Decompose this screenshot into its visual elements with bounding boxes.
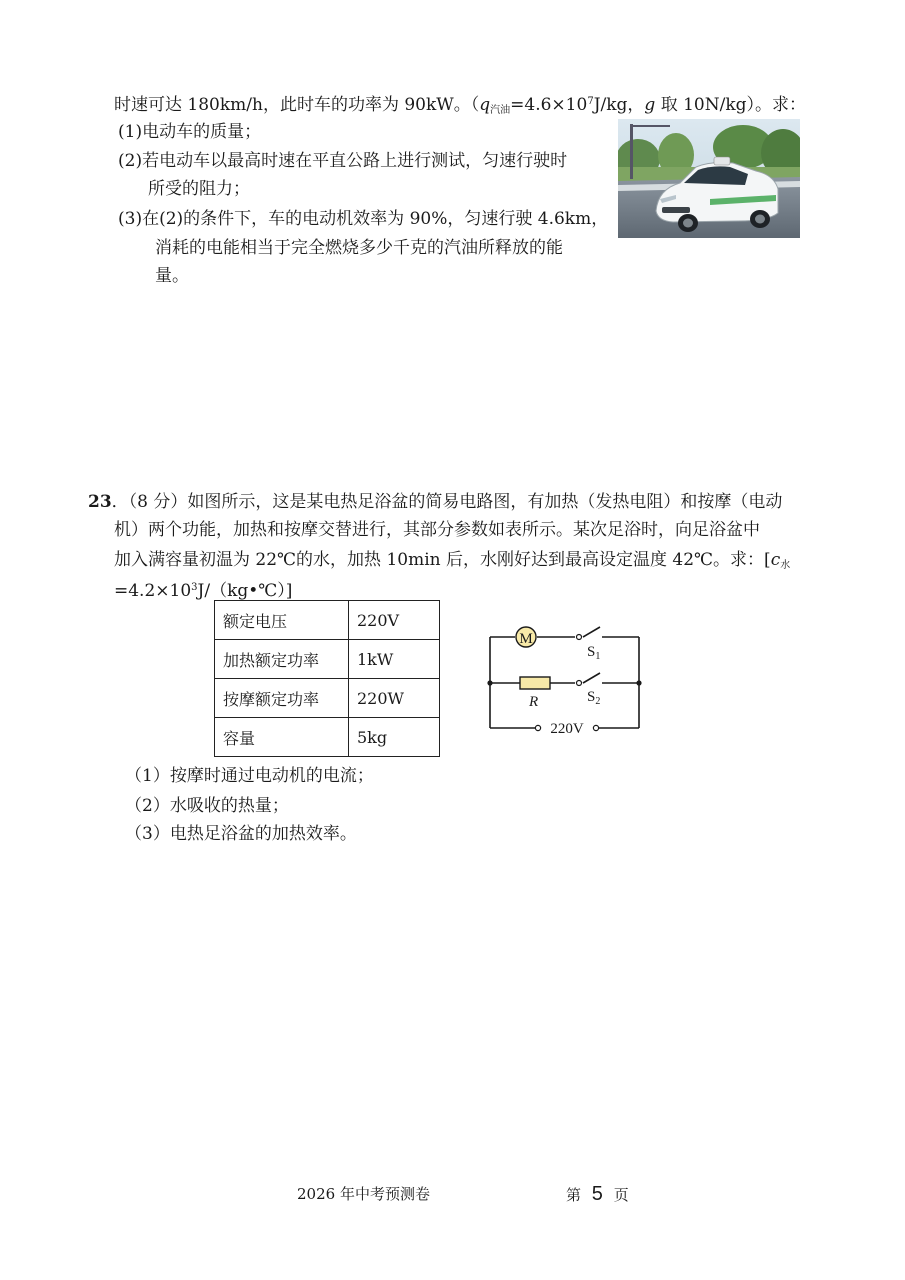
q22-item-1: (1)电动车的质量；: [118, 122, 262, 142]
q22-continuation-line: 时速可达 180km/h，此时车的功率为 90kW。（$q_{汽油}=4.6\times 10^7J/kg$，g 取 10N/kg）。求：: [114, 95, 807, 116]
table-row: [215, 679, 440, 718]
table-row: [215, 718, 440, 757]
table-cell: 5kg: [349, 718, 440, 757]
q22-item-3-cont: 消耗的电能相当于完全燃烧多少千克的汽油所释放的能: [155, 238, 563, 258]
question-number: 23: [88, 492, 112, 512]
parameter-table: [214, 600, 440, 757]
table-cell: 220W: [349, 679, 440, 718]
table-cell: 额定电压: [215, 601, 349, 640]
switch-s2-label: $S_2$: [587, 689, 601, 707]
voltage-label: 220V: [550, 721, 584, 737]
table-cell: 1kW: [349, 640, 440, 679]
terminal-left: [535, 725, 540, 730]
table-cell: 按摩额定功率: [215, 679, 349, 718]
q22-item-3-cont2: 量。: [155, 266, 189, 286]
resistor-symbol: [520, 677, 550, 689]
q23-sub-2: （2）水吸收的热量；: [125, 796, 289, 816]
q23-line-3: 加入满容量初温为 22℃的水，加热 10min 后，水刚好达到最高设定温度 42℃。求：[$c_水$: [114, 550, 791, 571]
electric-car-photo: [618, 119, 800, 238]
table-row: [215, 601, 440, 640]
table-row: [215, 640, 440, 679]
q23-line-2: 机）两个功能，加热和按摩交替进行，其部分参数如表所示。某次足浴时，向足浴盆中: [114, 520, 760, 540]
q22-item-2-cont: 所受的阻力；: [148, 179, 250, 199]
q23-line-4: $=4.2\times 10^3J/(kg•℃)$]: [114, 581, 293, 601]
q22-item-3: (3)在(2)的条件下，车的电动机效率为 90%，匀速行驶 4.6km，: [118, 209, 609, 229]
table-cell: 220V: [349, 601, 440, 640]
q23-sub-1: （1）按摩时通过电动机的电流；: [125, 766, 374, 786]
q23-line-1: 23．（8 分）如图所示，这是某电热足浴盆的简易电路图，有加热（发热电阻）和按摩（电动: [88, 492, 783, 512]
table-cell: 容量: [215, 718, 349, 757]
q23-sub-3: （3）电热足浴盆的加热效率。: [125, 824, 357, 844]
terminal-right: [593, 725, 598, 730]
resistor-label: R: [529, 694, 539, 710]
motor-label: M: [519, 631, 533, 647]
page-number: 第 5 页: [566, 1183, 629, 1205]
q22-item-2: (2)若电动车以最高时速在平直公路上进行测试，匀速行驶时: [118, 151, 568, 171]
table-cell: 加热额定功率: [215, 640, 349, 679]
circuit-diagram: [480, 618, 655, 743]
footer-title: 2026 年中考预测卷: [297, 1185, 430, 1203]
switch-s1-label: $S_1$: [587, 644, 601, 662]
